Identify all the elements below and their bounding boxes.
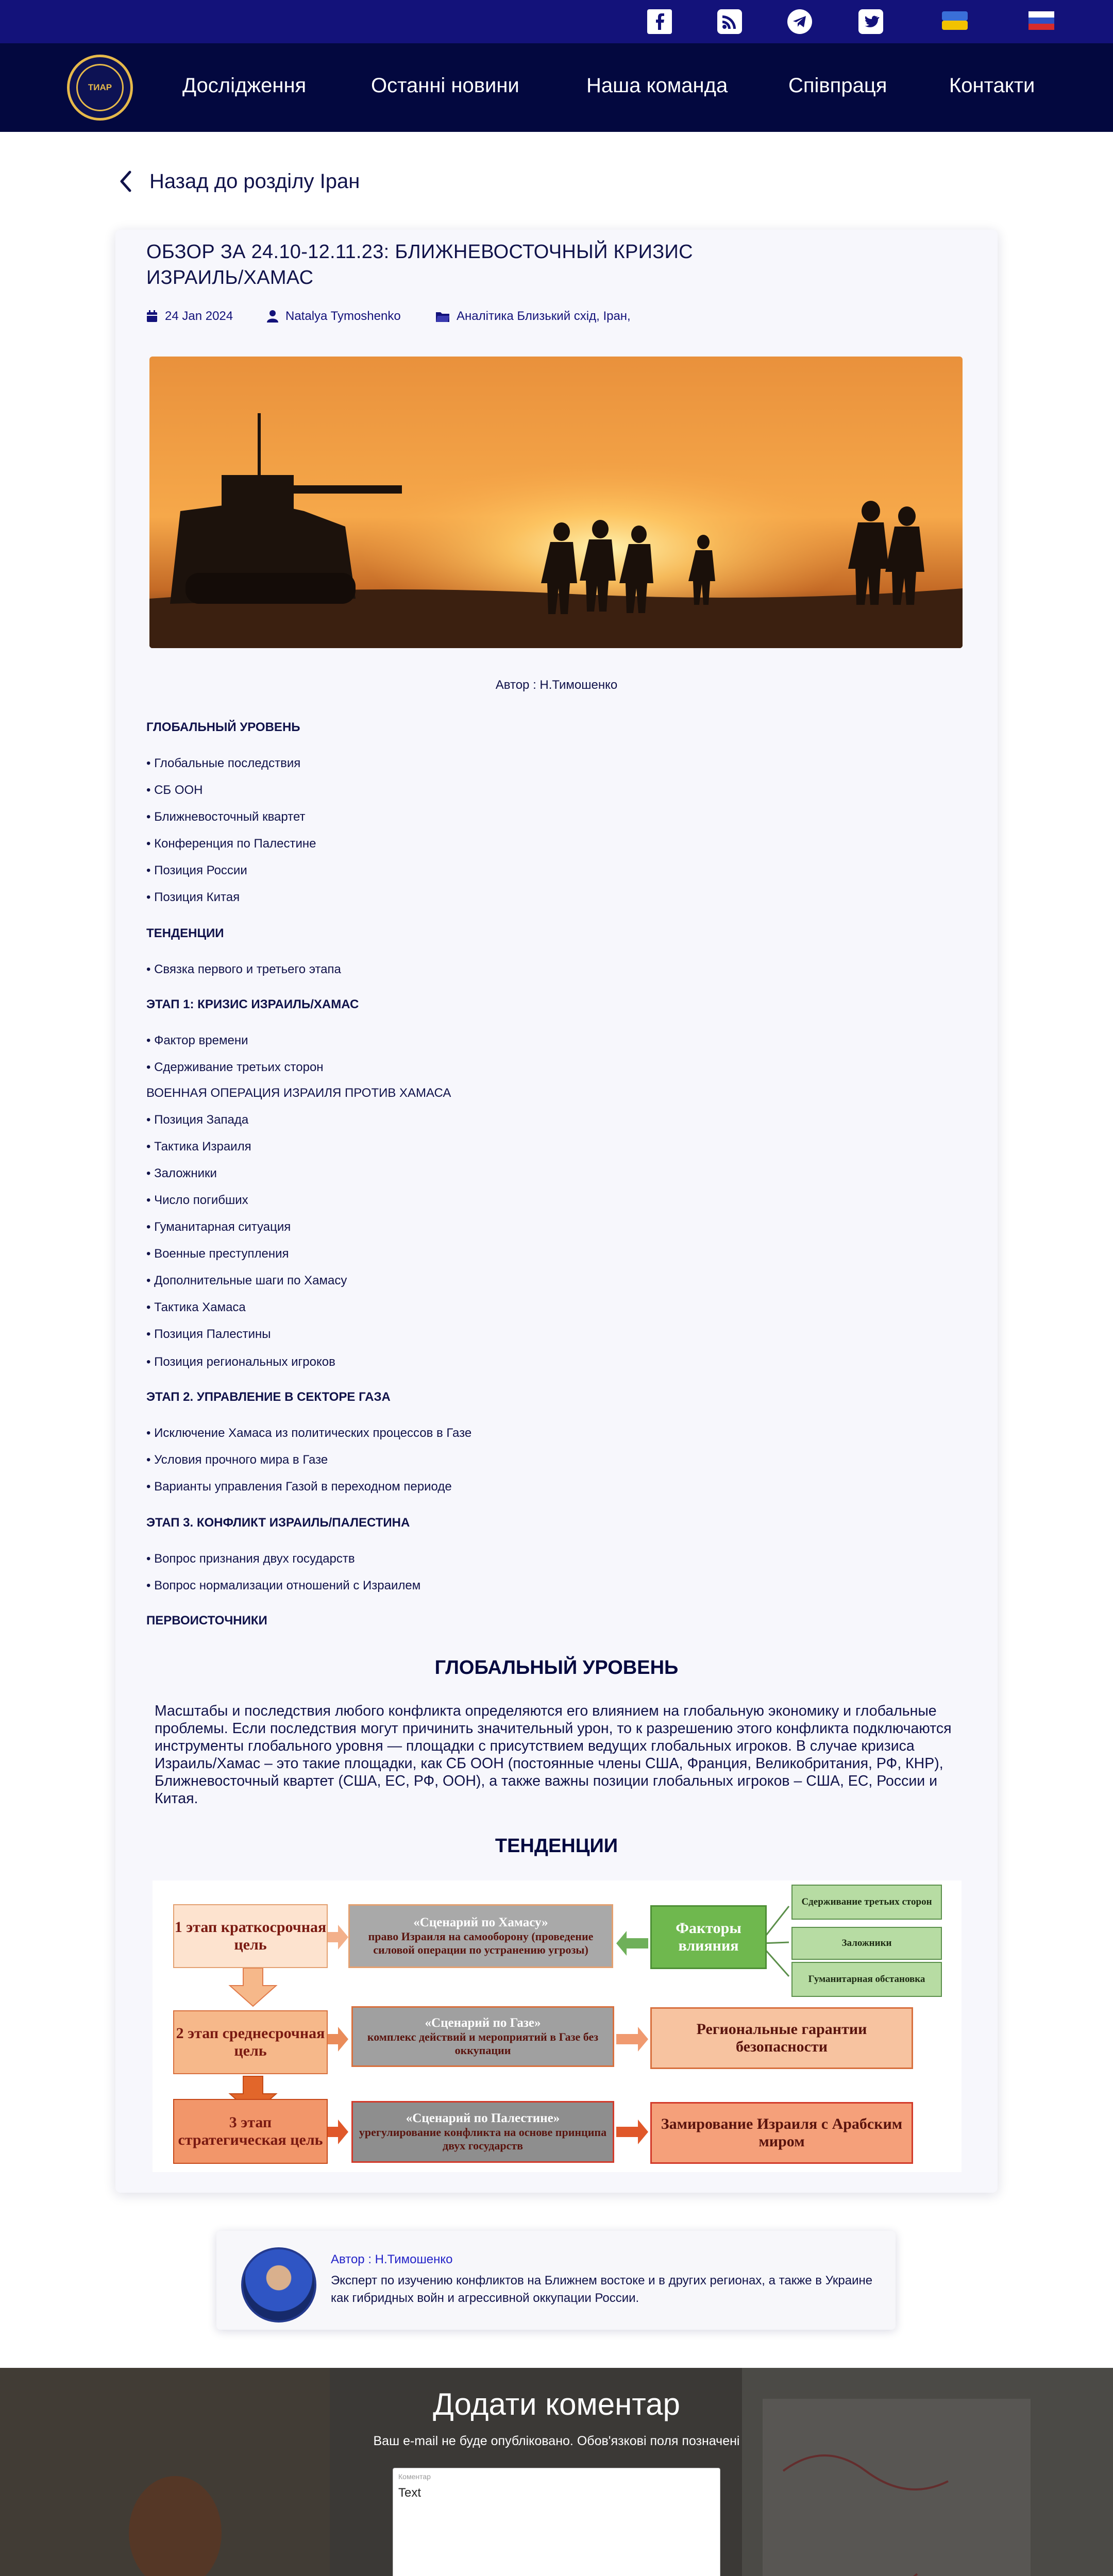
diagram-stage-2: 2 этап среднесрочная цель xyxy=(173,2010,328,2074)
section-global-level-text: Масштабы и последствия любого конфликта определяются его влиянием на глобальную экономику и глобальные проблемы. Если последствия могут причинить значительный урон, то к разрешению этого конфликта подключаются инструменты глобального уровня — площадки с присутствием ведущих глобальных игроков. В случае кризиса Израиль/Хамас – это такие площадки, как СБ ООН (постоянные члены США, Франция, Великобритания, РФ, КНР), Ближневосточный квартет (США, ЕС, РФ, ООН), а также важны позиции глобальных игроков – США, ЕС, России и Китая. xyxy=(155,1703,952,1807)
back-link[interactable] xyxy=(119,166,360,197)
diagram-scenario-hamas xyxy=(348,1904,613,1968)
diagram-stage-1: 1 этап краткосрочная цель xyxy=(173,1904,328,1968)
diagram-factor-deterrence: Сдерживание третьих сторон xyxy=(791,1885,942,1920)
ukraine-flag-icon[interactable] xyxy=(942,11,968,30)
diagram-scenario-gaza-text: комплекс действий и мероприятий в Газе без оккупации xyxy=(367,2030,599,2057)
toc-item[interactable]: • Сдерживание третьих сторон xyxy=(146,1060,324,1074)
comment-textarea-value: Text xyxy=(398,2486,421,2500)
comment-textarea[interactable] xyxy=(393,2468,720,2576)
toc-item[interactable]: • Вопрос признания двух государств xyxy=(146,1552,355,1566)
author-box xyxy=(216,2231,896,2330)
comment-form-title: Додати коментар xyxy=(433,2387,680,2421)
diagram-scenario-hamas-title: «Сценарий по Хамасу» xyxy=(413,1916,548,1929)
diagram-factors: Факторы влияния xyxy=(650,1905,767,1969)
toc-item[interactable]: • Позиция Палестины xyxy=(146,1327,271,1341)
article-author-name[interactable]: Natalya Tymoshenko xyxy=(285,309,401,323)
diagram-result-regional-security: Региональные гарантии безопасности xyxy=(650,2007,913,2069)
user-icon xyxy=(267,310,278,323)
author-box-name[interactable]: Автор : Н.Тимошенко xyxy=(331,2252,453,2266)
nav-contacts[interactable]: Контакти xyxy=(949,74,1035,97)
article-date-value: 24 Jan 2024 xyxy=(165,309,233,323)
diagram-scenario-palestine-text: урегулирование конфликта на основе принципа двух государств xyxy=(359,2126,607,2152)
diagram-scenario-gaza-title: «Сценарий по Газе» xyxy=(425,2016,541,2030)
soldiers-sunset-image xyxy=(149,357,963,648)
toc-item[interactable]: • Конференция по Палестине xyxy=(146,837,316,851)
facebook-icon[interactable] xyxy=(647,9,672,34)
toc-heading[interactable]: ЭТАП 3. КОНФЛИКТ ИЗРАИЛЬ/ПАЛЕСТИНА xyxy=(146,1516,410,1530)
toc-item[interactable]: • Дополнительные шаги по Хамасу xyxy=(146,1274,347,1287)
article-categories-value[interactable]: Аналітика Близький схід, Іран, xyxy=(457,309,631,323)
nav-research[interactable]: Дослідження xyxy=(182,74,307,97)
toc-item[interactable]: • Позиция Китая xyxy=(146,890,240,904)
toc-heading[interactable]: ГЛОБАЛЬНЫЙ УРОВЕНЬ xyxy=(146,720,300,734)
section-global-level-title: ГЛОБАЛЬНЫЙ УРОВЕНЬ xyxy=(434,1657,679,1679)
toc-item[interactable]: • Тактика Хамаса xyxy=(146,1300,246,1314)
article-date xyxy=(146,307,233,326)
toc-item[interactable]: • Связка первого и третьего этапа xyxy=(146,962,341,976)
nav-our-team[interactable]: Наша команда xyxy=(586,74,728,97)
diagram-scenario-hamas-text: право Израиля на самооборону (проведение силовой операции по устранению угрозы) xyxy=(368,1930,594,1956)
article-categories xyxy=(436,307,631,326)
twitter-icon[interactable] xyxy=(858,9,883,34)
toc-heading[interactable]: ЭТАП 1: КРИЗИС ИЗРАИЛЬ/ХАМАС xyxy=(146,997,359,1011)
diagram-stage-3: 3 этап стратегическая цель xyxy=(173,2099,328,2164)
toc-heading[interactable]: ТЕНДЕНЦИИ xyxy=(146,926,224,940)
toc-item[interactable]: • Вопрос нормализации отношений с Израилем xyxy=(146,1579,421,1592)
author-avatar xyxy=(241,2247,316,2323)
toc-item[interactable]: • Исключение Хамаса из политических процессов в Газе xyxy=(146,1426,472,1440)
toc-heading[interactable]: ПЕРВОИСТОЧНИКИ xyxy=(146,1614,267,1628)
back-link-label: Назад до розділу Іран xyxy=(149,170,360,193)
toc-item[interactable]: • СБ ООН xyxy=(146,783,203,797)
article-hero-image xyxy=(149,357,963,648)
russia-flag-icon[interactable] xyxy=(1028,11,1054,30)
diagram-factor-humanitarian: Гуманитарная обстановка xyxy=(791,1962,942,1997)
toc-item[interactable]: ВОЕННАЯ ОПЕРАЦИЯ ИЗРАИЛЯ ПРОТИВ ХАМАСА xyxy=(146,1086,451,1100)
image-caption: Автор : Н.Тимошенко xyxy=(495,678,618,692)
calendar-icon xyxy=(146,310,158,323)
toc-item[interactable]: • Гуманитарная ситуация xyxy=(146,1220,291,1234)
comment-textarea-label: Коментар xyxy=(398,2472,431,2481)
toc-item[interactable]: • Тактика Израиля xyxy=(146,1140,251,1154)
logo-text: ТИАР xyxy=(76,64,124,111)
site-logo[interactable] xyxy=(67,55,133,121)
diagram-scenario-gaza xyxy=(351,2006,614,2067)
article-title: ОБЗОР ЗА 24.10-12.11.23: БЛИЖНЕВОСТОЧНЫЙ КРИЗИС ИЗРАИЛЬ/ХАМАС xyxy=(146,241,693,289)
toc-item[interactable]: • Позиция региональных игроков xyxy=(146,1355,335,1369)
diagram-scenario-palestine-title: «Сценарий по Палестине» xyxy=(406,2111,560,2125)
site-header xyxy=(0,43,1113,132)
diagram-factor-hostages: Заложники xyxy=(791,1927,942,1960)
nav-latest-news[interactable]: Останні новини xyxy=(371,74,519,97)
section-trends-title: ТЕНДЕНЦИИ xyxy=(495,1835,618,1857)
toc-item[interactable]: • Позиция Запада xyxy=(146,1113,249,1127)
chevron-left-icon xyxy=(119,170,132,193)
diagram-scenario-palestine xyxy=(351,2101,614,2163)
rss-icon[interactable] xyxy=(717,9,742,34)
toc-item[interactable]: • Глобальные последствия xyxy=(146,756,301,770)
toc-item[interactable]: • Ближневосточный квартет xyxy=(146,810,306,824)
diagram-result-normalization: Замирование Израиля с Арабским миром xyxy=(650,2102,913,2164)
comment-section xyxy=(0,2368,1113,2576)
toc-item[interactable]: • Условия прочного мира в Газе xyxy=(146,1453,328,1467)
top-social-bar xyxy=(0,0,1113,43)
author-box-description: Эксперт по изучению конфликтов на Ближнем востоке и в других регионах, а также в Украине как гибридных войн и агрессивной оккупации России. xyxy=(331,2274,873,2305)
toc-item[interactable]: • Фактор времени xyxy=(146,1033,248,1047)
article-author xyxy=(267,307,401,326)
toc-item[interactable]: • Позиция России xyxy=(146,863,247,877)
toc-item[interactable]: • Варианты управления Газой в переходном периоде xyxy=(146,1480,452,1494)
comment-form-subtitle: Ваш e-mail не буде опублікованo. Обов'язкові поля позначені xyxy=(373,2434,740,2448)
toc-item[interactable]: • Военные преступления xyxy=(146,1247,289,1261)
toc-item[interactable]: • Число погибших xyxy=(146,1193,248,1207)
folder-icon xyxy=(436,311,449,322)
toc-item[interactable]: • Заложники xyxy=(146,1166,217,1180)
nav-cooperation[interactable]: Співпраця xyxy=(788,74,887,97)
trends-diagram xyxy=(153,1880,962,2172)
telegram-icon[interactable] xyxy=(787,9,812,34)
toc-heading[interactable]: ЭТАП 2. УПРАВЛЕНИЕ В СЕКТОРЕ ГАЗА xyxy=(146,1390,391,1404)
